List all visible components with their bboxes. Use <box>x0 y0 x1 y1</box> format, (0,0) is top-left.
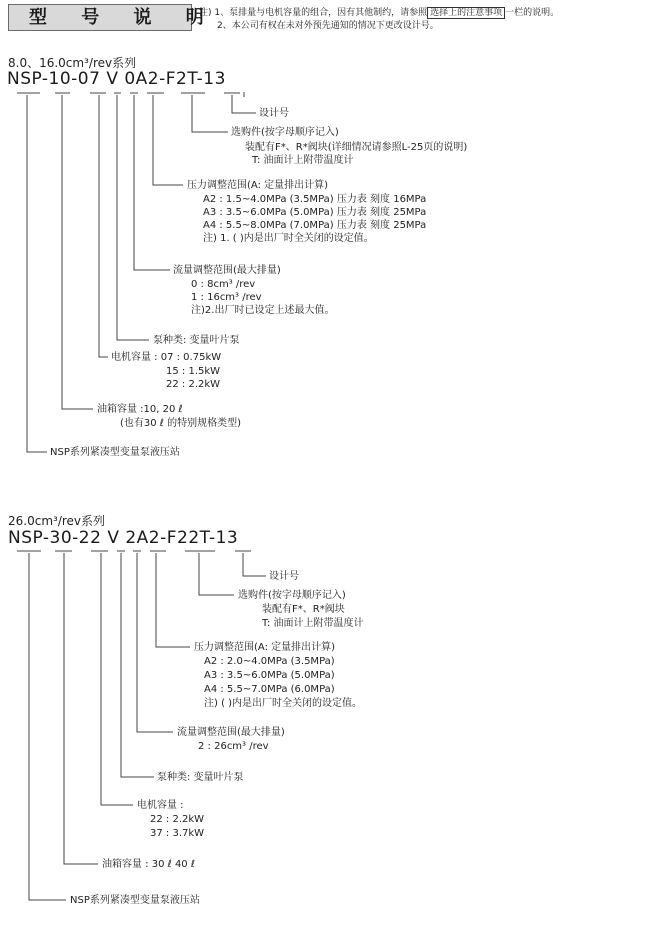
s1-tank-heading: 油箱容量 :10, 20 ℓ <box>97 404 183 415</box>
s1-motor-22: 22 : 2.2kW <box>166 379 221 390</box>
series2-label: 26.0cm³/rev系列 <box>8 514 106 528</box>
s2-options-line1: 装配有F*、R*阀块 <box>262 604 345 615</box>
s1-pump-type: 泵种类: 变量叶片泵 <box>153 335 240 346</box>
s2-pressure-a4: A4 : 5.5~7.0MPa (6.0MPa) <box>204 684 335 695</box>
s2-pressure-note: 注) ( )内是出厂时全关闭的设定值。 <box>204 698 363 709</box>
s2-leader-tank <box>64 553 98 864</box>
s2-station: NSP系列紧凑型变量泵液压站 <box>70 895 200 906</box>
s2-tank-heading: 油箱容量 : 30 ℓ 40 ℓ <box>102 859 195 870</box>
s1-motor-heading: 电机容量 : 07 : 0.75kW <box>111 352 222 363</box>
s1-pressure-note: 注) 1. ( )内是出厂时全关闭的设定值。 <box>203 233 374 244</box>
s2-motor-heading: 电机容量 : <box>137 800 184 811</box>
s2-leader-station <box>29 553 66 900</box>
s2-leader-design-no <box>243 553 266 576</box>
s2-pressure-heading: 压力调整范围(A: 定量排出计算) <box>194 642 336 653</box>
s1-options-line2: T: 油面计上附带温度计 <box>252 155 354 166</box>
s2-motor-37: 37 : 3.7kW <box>150 828 205 839</box>
s1-design-no: 设计号 <box>259 108 289 119</box>
s1-flow-heading: 流量调整范围(最大排量) <box>173 265 281 276</box>
s2-options-heading: 选购件(按字母顺序记入) <box>238 590 346 601</box>
s1-pressure-a2: A2 : 1.5~4.0MPa (3.5MPa) 压力表 刻度 16MPa <box>203 194 427 205</box>
s2-design-no: 设计号 <box>269 571 299 582</box>
s1-options-line1: 装配有F*、R*阀块(详细情况请参照L-25页的说明) <box>245 142 468 153</box>
s2-options-line2: T: 油面计上附带温度计 <box>262 618 364 629</box>
s1-pressure-a3: A3 : 3.5~6.0MPa (5.0MPa) 压力表 刻度 25MPa <box>203 207 427 218</box>
s2-motor-22: 22 : 2.2kW <box>150 814 205 825</box>
s2-flow-2: 2 : 26cm³ /rev <box>198 741 269 752</box>
s1-flow-note: 注)2.出厂时已设定上述最大值。 <box>191 305 335 316</box>
s2-pump-type: 泵种类: 变量叶片泵 <box>157 772 244 783</box>
section-title: 型 号 说 明 <box>8 4 192 31</box>
series1-model-code: NSP-10-07 V 0A2-F2T-13 <box>7 69 226 89</box>
s1-flow-0: 0 : 8cm³ /rev <box>191 279 256 290</box>
s2-pressure-a2: A2 : 2.0~4.0MPa (3.5MPa) <box>204 656 335 667</box>
s1-pressure-a4: A4 : 5.5~8.0MPa (7.0MPa) 压力表 刻度 25MPa <box>203 220 427 231</box>
s2-leader-pressure <box>156 553 190 647</box>
s1-tank-note: (也有30 ℓ 的特别规格类型) <box>120 418 242 429</box>
s2-leader-options <box>199 553 234 595</box>
s1-pressure-heading: 压力调整范围(A: 定量排出计算) <box>187 180 329 191</box>
s2-leader-motor <box>101 553 133 805</box>
series1-label: 8.0、16.0cm³/rev系列 <box>8 56 137 70</box>
note-1-suffix: 一栏的说明。 <box>505 8 560 18</box>
note-1-highlight: 选择上的注意事项 <box>427 7 505 19</box>
series2-model-code: NSP-30-22 V 2A2-F22T-13 <box>8 528 239 548</box>
s2-leader-flow <box>137 553 173 732</box>
note-1-prefix: 注) 1、泵排量与电机容量的组合，因有其他制约，请参照 <box>199 8 428 18</box>
s1-flow-1: 1 : 16cm³ /rev <box>191 292 262 303</box>
s2-pressure-a3: A3 : 3.5~6.0MPa (5.0MPa) <box>204 670 335 681</box>
s1-motor-15: 15 : 1.5kW <box>166 366 221 377</box>
s1-station: NSP系列紧凑型变量泵液压站 <box>50 447 180 458</box>
note-line-2: 2、本公司有权在未对外预先通知的情况下更改设计号。 <box>217 21 439 31</box>
s1-options-heading: 选购件(按字母顺序记入) <box>231 127 339 138</box>
s2-flow-heading: 流量调整范围(最大排量) <box>177 727 285 738</box>
